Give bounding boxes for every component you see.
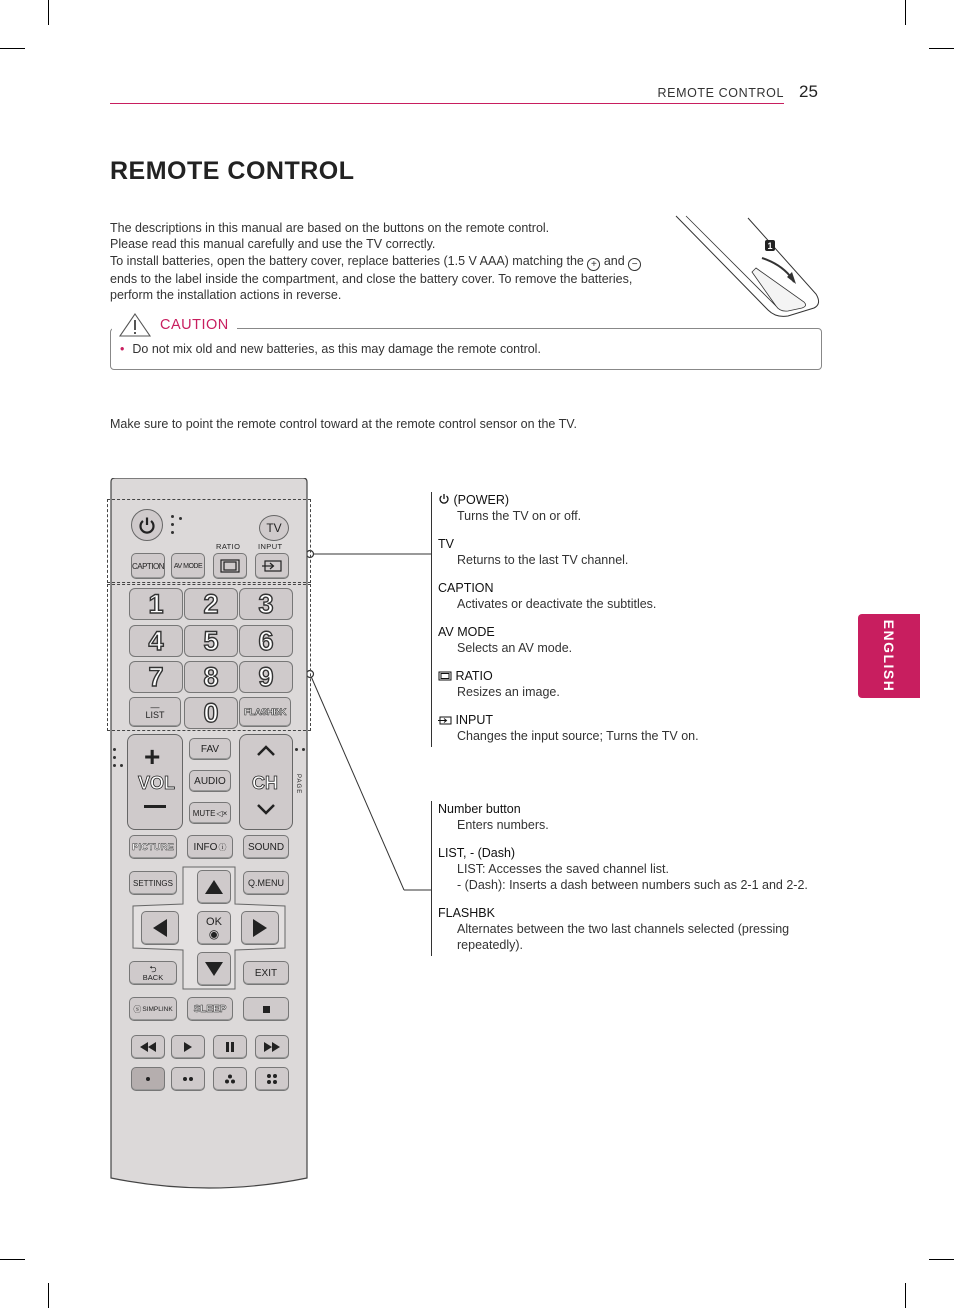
caution-item [120,342,541,356]
ratio-button[interactable] [213,553,247,579]
description-definition: LIST: Accesses the saved channel list. [457,862,669,876]
description-definition: Changes the input source; Turns the TV on. [457,729,699,743]
up-arrow-icon [204,879,224,895]
fav-label: FAV [200,743,220,755]
mute-icon: ◁× [216,808,228,818]
remote-control [109,478,309,1192]
description-item [438,624,699,656]
up-button[interactable] [197,870,231,904]
power-icon [438,493,450,505]
caution-text: Do not mix old and new batteries, as this may damage the remote control. [132,342,541,356]
page-label [295,774,301,794]
battery-cover-illustration [672,214,824,320]
caution-label: CAUTION [160,317,229,333]
back-label: BACK [142,972,164,982]
description-item [438,845,827,893]
picture-button[interactable] [129,835,177,859]
play-icon [184,1042,192,1052]
rewind-icon [140,1042,156,1052]
minus-icon: − [628,258,641,271]
fast-forward-button[interactable] [255,1035,289,1059]
bullet: • [120,342,125,356]
digit-button[interactable]: 3 [239,588,293,620]
volume-up-icon: + [144,741,161,772]
indicator-dots [295,748,305,752]
picture-label: PICTURE [132,841,174,853]
crop-mark [0,48,25,49]
flashbk-label: FLASHBK [244,706,286,718]
play-button[interactable] [171,1035,205,1059]
sound-button[interactable] [243,835,289,859]
intro-line: The descriptions in this manual are based on the buttons on the remote control. [110,221,550,235]
down-button[interactable] [197,952,231,986]
left-arrow-icon [152,918,168,938]
info-label: INFO [193,841,218,853]
crop-mark [929,48,954,49]
q-menu-label: Q.MENU [248,878,284,888]
description-term: Number button [438,802,521,816]
dash-label: — [150,702,160,712]
info-button[interactable] [187,835,233,859]
intro-line-part: ends to the label inside the compartment, and close the battery cover. To remove the batteries, perform the installation actions in reverse. [110,271,633,302]
description-definition: Returns to the last TV channel. [457,553,629,567]
stop-button[interactable] [243,997,289,1021]
right-button[interactable] [241,911,279,945]
fast-forward-icon [264,1042,280,1052]
back-icon: ⮌ [149,963,157,974]
description-item [438,668,699,700]
description-item [438,492,699,524]
ratio-icon [438,671,452,681]
language-tab-label: ENGLISH [881,619,897,693]
description-list-top [431,492,699,747]
settings-label: SETTINGS [132,878,173,888]
crop-mark [0,1259,25,1260]
ok-button[interactable] [197,911,231,945]
description-definition: Alternates between the two last channels selected (pressing repeatedly). [457,922,790,952]
description-definition: - (Dash): Inserts a dash between numbers such as 2-1 and 2-2. [457,878,808,892]
description-item [438,536,699,568]
simplink-icon: ⓢ [133,1004,142,1014]
digit-button[interactable]: 2 [184,588,238,620]
description-item [438,712,699,744]
crop-mark [905,0,906,25]
input-button[interactable] [255,553,289,579]
caption-label: CAPTION [131,561,165,571]
audio-button[interactable] [189,770,231,792]
description-definition: Resizes an image. [457,685,560,699]
digit-button[interactable]: 9 [239,661,293,693]
list-button[interactable] [129,697,181,727]
two-dots-icon [182,1074,194,1084]
channel-up-icon [256,745,276,757]
right-arrow-icon [252,918,268,938]
crop-mark [48,0,49,25]
info-icon: ⓘ [218,842,227,852]
crop-mark [48,1283,49,1308]
power-icon [138,516,156,534]
callout-number: 1 [767,241,773,251]
term-label: (POWER) [453,493,510,507]
description-definition: Enters numbers. [457,818,549,832]
exit-label: EXIT [254,967,278,979]
digit-button[interactable]: 0 [184,697,238,729]
plus-icon: + [587,258,600,271]
pointing-note: Make sure to point the remote control toward at the remote control sensor on the TV. [110,417,577,431]
intro-line: Please read this manual carefully and use the TV correctly. [110,237,436,252]
digit-button[interactable]: 6 [239,625,293,657]
exit-button[interactable] [243,961,289,985]
leader-lines [300,540,440,900]
sleep-label: SLEEP [193,1003,227,1015]
page-title: REMOTE CONTROL [110,157,355,185]
digit-button[interactable]: 8 [184,661,238,693]
volume-down-icon [144,805,166,808]
tv-button[interactable] [259,515,289,541]
av-mode-button[interactable] [171,553,205,579]
av-mode-label: AV MODE [173,562,203,570]
ratio-label: RATIO [216,542,241,551]
crop-mark [929,1259,954,1260]
intro-line-part: To install batteries, open the battery cover, replace batteries (1.5 V AAA) matching the [110,253,584,268]
description-list-bottom [431,801,827,956]
back-button[interactable] [129,961,177,985]
rewind-button[interactable] [131,1035,165,1059]
fav-button[interactable] [189,738,231,760]
crop-mark [905,1283,906,1308]
mute-label: MUTE [192,808,216,818]
description-item [438,580,699,612]
digit-button[interactable]: 5 [184,625,238,657]
description-term [438,712,699,728]
pause-button[interactable] [213,1035,247,1059]
mute-button[interactable] [189,802,231,824]
down-arrow-icon [204,961,224,977]
channel-rocker[interactable] [239,734,293,830]
intro-line-part: and [603,253,625,268]
page-text: PAGE [295,774,301,795]
description-item [438,801,827,833]
vol-label: VOL [138,773,176,793]
caution-heading [112,311,237,339]
description-definition: Selects an AV mode. [457,641,573,655]
indicator-dots [171,515,183,535]
term-label: INPUT [455,713,493,727]
ratio-icon [220,559,240,573]
language-tab [858,614,920,698]
warning-triangle-icon [118,312,152,338]
list-label: LIST [145,710,165,720]
audio-label: AUDIO [194,775,226,787]
description-item [438,905,827,953]
caption-button[interactable] [131,553,165,579]
red-color-button[interactable] [131,1067,165,1091]
description-term: TV [438,537,454,551]
description-term: LIST, - (Dash) [438,846,516,860]
power-button[interactable] [131,509,163,541]
digit-button[interactable]: 4 [129,625,183,657]
tv-label: TV [266,521,282,535]
stop-icon [263,1006,270,1013]
term-label: RATIO [455,669,493,683]
header-rule [110,103,784,104]
description-definition: Activates or deactivate the subtitles. [457,597,657,611]
ok-icon: ◉ [208,926,220,941]
running-header: REMOTE CONTROL [657,86,784,100]
description-term [438,492,699,508]
three-dots-icon [224,1074,236,1084]
flashbk-button[interactable] [239,697,291,727]
one-dot-icon [143,1074,153,1084]
description-definition: Turns the TV on or off. [457,509,582,523]
blue-color-button[interactable] [255,1067,289,1091]
intro-line [110,253,670,304]
simplink-button[interactable] [129,997,177,1021]
input-icon [262,559,282,573]
input-label: INPUT [258,542,283,551]
green-color-button[interactable] [171,1067,205,1091]
pause-icon [226,1042,234,1052]
channel-down-icon [256,803,276,815]
indicator-dots [113,748,121,768]
description-term: CAPTION [438,581,494,595]
description-term [438,668,699,684]
volume-rocker[interactable] [127,734,183,830]
description-term: FLASHBK [438,906,495,920]
digit-button[interactable]: 7 [129,661,183,693]
sleep-button[interactable] [187,997,233,1021]
description-term: AV MODE [438,625,495,639]
simplink-label: SIMPLINK [142,1005,173,1013]
four-dots-icon [266,1073,278,1085]
input-icon [438,715,452,725]
sound-label: SOUND [247,841,285,853]
ok-label: OK [206,915,222,928]
yellow-color-button[interactable] [213,1067,247,1091]
page-number: 25 [799,82,818,101]
digit-button[interactable]: 1 [129,588,183,620]
left-button[interactable] [141,911,179,945]
intro-text [110,220,670,303]
ch-label: CH [252,773,278,793]
